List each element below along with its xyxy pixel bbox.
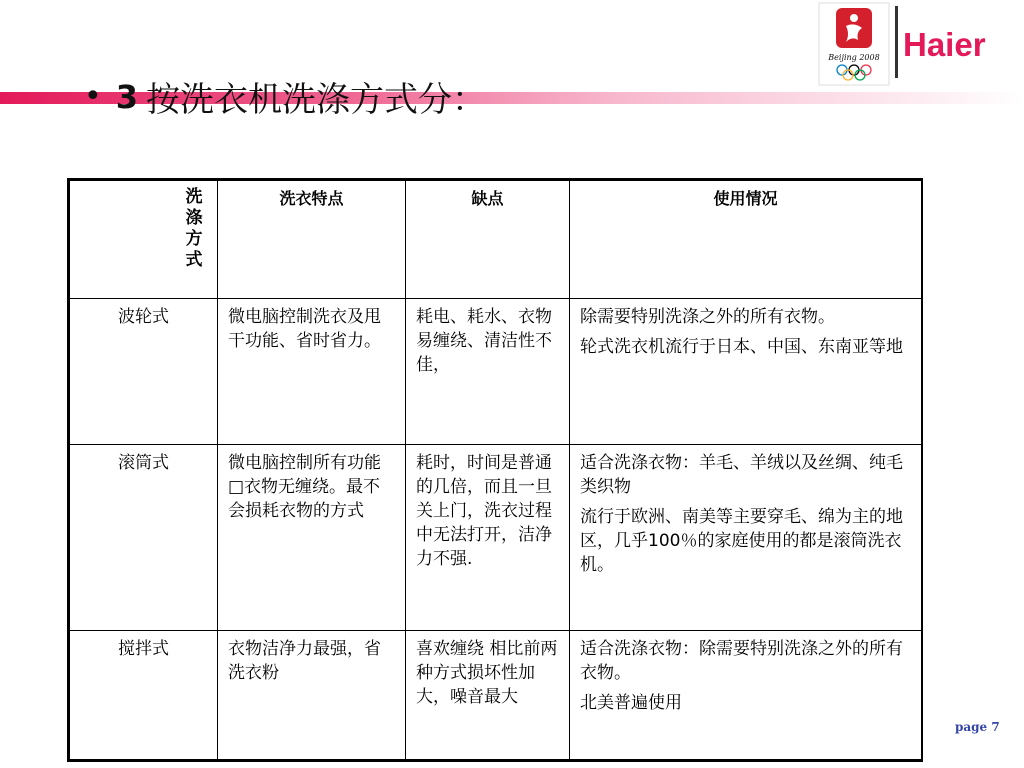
beijing-2008-olympic-logo xyxy=(818,2,890,86)
page-number: page 7 xyxy=(955,720,1000,734)
corner-header-cell xyxy=(70,181,218,299)
logo-divider xyxy=(895,6,898,78)
drawback-cell: 耗电、耗水、衣物易缠绕、清洁性不佳， xyxy=(406,299,570,445)
table-header-row xyxy=(70,181,922,299)
method-cell: 滚筒式 xyxy=(70,445,218,631)
olympic-emblem-icon xyxy=(818,2,890,86)
feature-cell: 衣物洁净力最强，省洗衣粉 xyxy=(218,631,406,760)
haier-logo: Haier xyxy=(903,26,986,63)
olympic-logo-text: Beijing 2008 xyxy=(828,53,880,62)
method-cell: 波轮式 xyxy=(70,299,218,445)
table-row xyxy=(70,445,922,631)
method-cell: 搅拌式 xyxy=(70,631,218,760)
corner-header-text: 洗涤方式 xyxy=(185,187,203,270)
washing-method-table xyxy=(67,178,923,762)
feature-cell: 微电脑控制所有功能□衣物无缠绕。最不会损耗衣物的方式 xyxy=(218,445,406,631)
table-row xyxy=(70,631,922,760)
drawback-cell: 耗时，时间是普通的几倍，而且一旦关上门，洗衣过程中无法打开，洁净力不强. xyxy=(406,445,570,631)
usage-cell xyxy=(570,631,922,760)
column-header: 洗衣特点 xyxy=(218,181,406,299)
column-header: 使用情况 xyxy=(570,181,922,299)
table-row xyxy=(70,299,922,445)
title-text: 按洗衣机洗涤方式分： xyxy=(145,80,486,120)
drawback-cell: 喜欢缠绕 相比前两种方式损坏性加大，噪音最大 xyxy=(406,631,570,760)
column-header: 缺点 xyxy=(406,181,570,299)
usage-line: 适合洗涤衣物：羊毛、羊绒以及丝绸、纯毛类织物 xyxy=(580,453,903,497)
usage-line: 北美普遍使用 xyxy=(580,693,682,713)
title-number: 3 xyxy=(115,77,138,116)
usage-cell xyxy=(570,445,922,631)
usage-line: 除需要特别洗涤之外的所有衣物。 xyxy=(580,307,835,327)
title-bullet: • xyxy=(84,79,102,114)
usage-line: 流行于欧洲、南美等主要穿毛、绵为主的地区，几乎100％的家庭使用的都是滚筒洗衣机。 xyxy=(580,507,903,575)
slide-title xyxy=(84,72,486,121)
feature-cell: 微电脑控制洗衣及甩干功能、省时省力。 xyxy=(218,299,406,445)
usage-line: 适合洗涤衣物：除需要特别洗涤之外的所有衣物。 xyxy=(580,639,903,683)
usage-line: 轮式洗衣机流行于日本、中国、东南亚等地 xyxy=(580,337,903,357)
usage-cell xyxy=(570,299,922,445)
